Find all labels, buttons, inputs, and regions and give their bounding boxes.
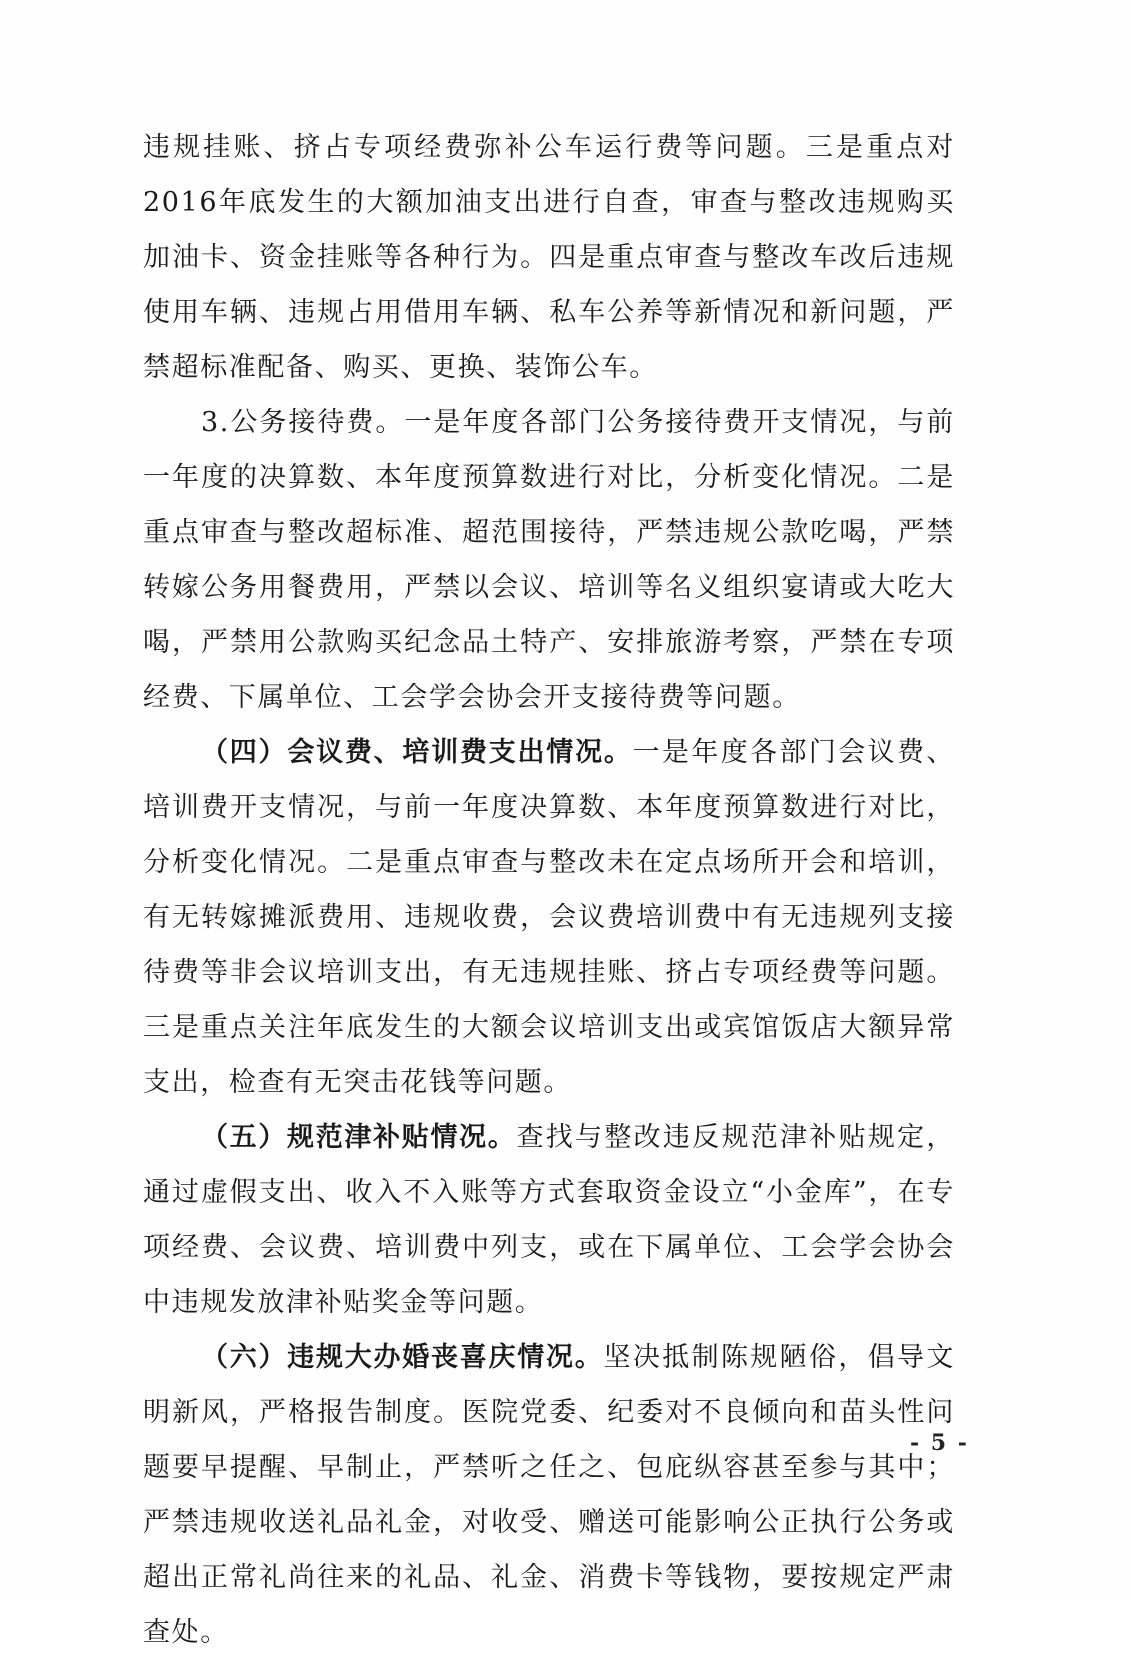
paragraph-1 (143, 120, 955, 395)
page-number: - 5 - (910, 1430, 969, 1456)
body-text (143, 120, 955, 1660)
section-heading-5: （五）规范津补贴情况。 (201, 1122, 517, 1153)
paragraph-3 (143, 725, 955, 1110)
paragraph-1-text: 违规挂账、挤占专项经费弥补公车运行费等问题。三是重点对2016年底发生的大额加油支出进行自查，审查与整改违规购买加油卡、资金挂账等各种行为。四是重点审查与整改车改后违规使用车辆、违规占用借用车辆、私车公养等新情况和新问题，严禁超标准配备、购买、更换、装饰公车。 (143, 132, 955, 383)
paragraph-4 (143, 1110, 955, 1330)
paragraph-5-text: 坚决抵制陈规陋俗，倡导文明新风，严格报告制度。医院党委、纪委对不良倾向和苗头性问题要早提醒、早制止，严禁听之任之、包庇纵容甚至参与其中；严禁违规收送礼品礼金，对收受、赠送可能影响公正执行公务或超出正常礼尚往来的礼品、礼金、消费卡等钱物，要按规定严肃查处。 (143, 1342, 956, 1648)
section-heading-4: （四）会议费、培训费支出情况。 (201, 737, 633, 768)
section-heading-6: （六）违规大办婚丧喜庆情况。 (201, 1342, 604, 1373)
paragraph-3-text: 一是年度各部门会议费、培训费开支情况，与前一年度决算数、本年度预算数进行对比，分析变化情况。二是重点审查与整改未在定点场所开会和培训，有无转嫁摊派费用、违规收费，会议费培训费中有无违规列支接待费等非会议培训支出，有无违规挂账、挤占专项经费等问题。三是重点关注年底发生的大额会议培训支出或宾馆饭店大额异常支出，检查有无突击花钱等问题。 (143, 737, 955, 1098)
paragraph-4-text: 查找与整改违反规范津补贴规定，通过虚假支出、收入不入账等方式套取资金设立“小金库”，在专项经费、会议费、培训费中列支，或在下属单位、工会学会协会中违规发放津补贴奖金等问题。 (143, 1122, 956, 1318)
paragraph-5 (143, 1330, 955, 1660)
paragraph-2 (143, 395, 955, 725)
paragraph-2-text: 3.公务接待费。一是年度各部门公务接待费开支情况，与前一年度的决算数、本年度预算数进行对比，分析变化情况。二是重点审查与整改超标准、超范围接待，严禁违规公款吃喝，严禁转嫁公务用餐费用，严禁以会议、培训等名义组织宴请或大吃大喝，严禁用公款购买纪念品土特产、安排旅游考察，严禁在专项经费、下属单位、工会学会协会开支接待费等问题。 (143, 407, 955, 713)
